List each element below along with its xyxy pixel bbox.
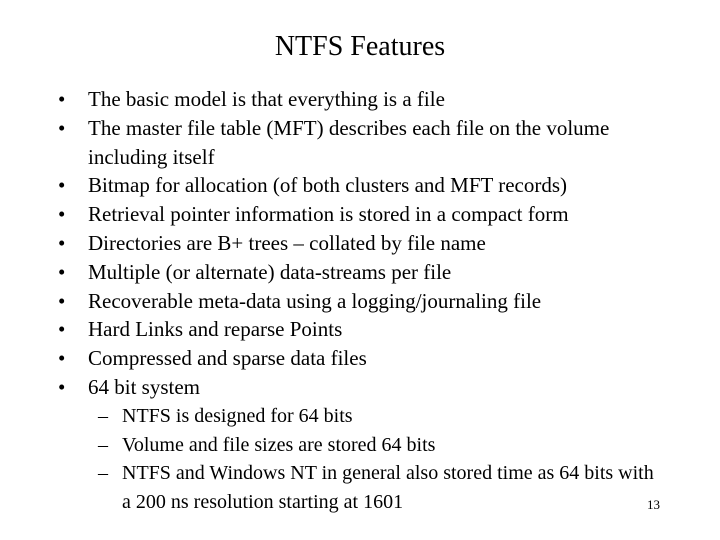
sub-bullet-glyph: – <box>98 462 108 485</box>
bullet-item <box>58 315 658 344</box>
sub-bullet-item <box>98 459 658 517</box>
bullet-item <box>58 85 658 114</box>
bullet-item <box>58 229 658 258</box>
bullet-glyph: • <box>58 202 66 227</box>
sub-bullet-text: Volume and file sizes are stored 64 bits <box>122 433 436 456</box>
bullet-item <box>58 114 658 172</box>
bullet-glyph: • <box>58 87 66 111</box>
sub-bullet-text: NTFS and Windows NT in general also stored time as 64 bits with a 200 ns resolution starting at 1601 <box>122 462 654 514</box>
bullet-item <box>58 258 658 287</box>
bullet-text: Recoverable meta-data using a logging/journaling file <box>88 288 542 313</box>
sub-bullet-glyph: – <box>98 433 108 456</box>
bullet-text: Retrieval pointer information is stored in a compact form <box>88 202 569 227</box>
bullet-glyph: • <box>58 317 66 342</box>
bullet-glyph: • <box>58 259 66 284</box>
bullet-glyph: • <box>58 374 66 399</box>
bullet-item <box>58 373 658 402</box>
sub-bullet-item <box>98 402 658 431</box>
bullet-list <box>58 85 658 517</box>
bullet-item <box>58 344 658 373</box>
bullet-glyph: • <box>58 173 66 198</box>
bullet-text: The master file table (MFT) describes each file on the volume including itself <box>88 115 610 169</box>
bullet-item <box>58 171 658 200</box>
bullet-text: Directories are B+ trees – collated by file name <box>88 230 486 255</box>
bullet-text: Compressed and sparse data files <box>88 346 367 371</box>
bullet-text: 64 bit system <box>88 374 201 399</box>
sub-bullet-list <box>98 402 658 517</box>
bullet-item <box>58 287 658 316</box>
sub-bullet-text: NTFS is designed for 64 bits <box>122 404 353 427</box>
bullet-text: Multiple (or alternate) data-streams per file <box>88 259 452 284</box>
bullet-glyph: • <box>58 115 66 140</box>
slide-title: NTFS Features <box>274 31 446 62</box>
bullet-text: Hard Links and reparse Points <box>88 317 343 342</box>
bullet-glyph: • <box>58 346 66 371</box>
sub-bullet-item <box>98 431 658 460</box>
bullet-text: The basic model is that everything is a file <box>88 87 445 111</box>
bullet-glyph: • <box>58 230 66 255</box>
bullet-item <box>58 200 658 229</box>
bullet-text: Bitmap for allocation (of both clusters and MFT records) <box>88 173 568 198</box>
bullet-glyph: • <box>58 288 66 313</box>
sub-bullet-glyph: – <box>98 404 108 427</box>
page-number: 13 <box>647 497 660 512</box>
sub-bullet-group <box>58 402 658 517</box>
